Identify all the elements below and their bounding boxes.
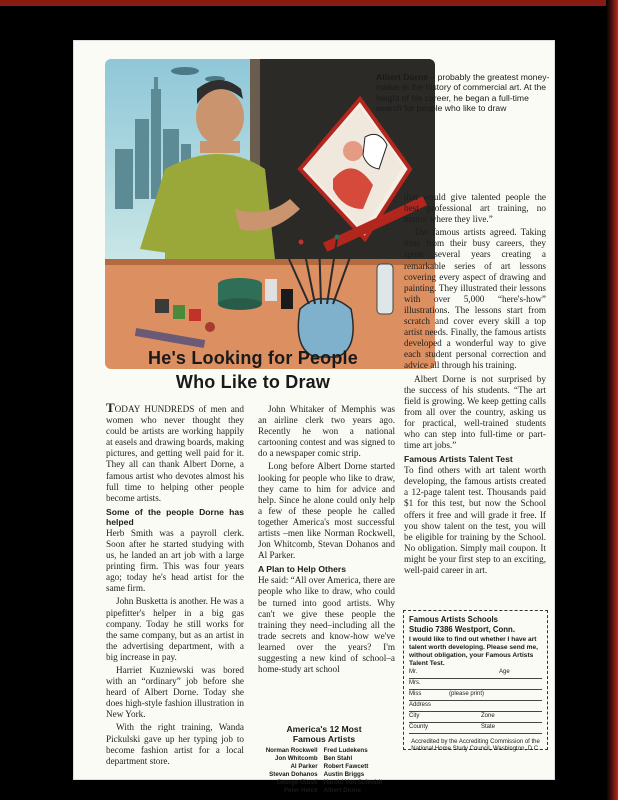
address-field[interactable] (409, 701, 542, 712)
artist-row (263, 779, 386, 787)
paragraph: that would give talented people the best professional art training, no matter where they live.” (404, 192, 546, 225)
state-label: State (481, 724, 496, 730)
mr-label: Mr. (409, 669, 418, 675)
city-label: City (409, 713, 420, 719)
column-2 (258, 404, 395, 677)
subheading: Some of the people Dorne has helped (106, 506, 244, 527)
artist-name: Harold Von Schmidt (323, 779, 383, 786)
artist-row (263, 763, 386, 771)
mail-coupon[interactable] (403, 610, 548, 753)
paragraph-text: ODAY HUNDREDS of men and women who never thought they could be artists are working happily at easels and drawing boards, making pictures, and getting well paid for it. They all can thank Albert Dorne, a famous artist who devotes almost his full time to helping other people become artists. (106, 404, 244, 503)
right-edge (606, 0, 618, 800)
artist-name: Norman Rockwell (265, 747, 318, 754)
artist-name: Albert Dorne (323, 787, 362, 794)
paragraph: He said: “All over America, there are people who like to draw, who could be turned into good artists. Why can't we give these people the training they need–including all the trade secrets and know-how we've learned over the years? I'm suggesting a new kind of school–a home-study art school (258, 575, 395, 675)
county-field[interactable] (409, 723, 542, 734)
paragraph: Albert Dorne is not surprised by the success of his students. “The art field is growing. We keep getting calls from all over the country, asking us for practical, well-trained students who can step into full-time or part-time art jobs.” (404, 373, 546, 451)
paragraph: John Busketta is another. He was a pipefitter's helper in a big gas company. Today he still works for the same company, but as an artist in the advertising department, with a big increase in pay. (106, 596, 244, 662)
artist-name: Peter Helck (283, 787, 318, 794)
age-label: Age (499, 669, 510, 675)
artist-row (263, 771, 386, 779)
headline-line-2: Who Like to Draw (175, 372, 331, 392)
zone-label: Zone (481, 713, 495, 719)
artists-table (263, 747, 386, 795)
subheading: Famous Artists Talent Test (404, 454, 513, 465)
coupon-studio: Studio 7386 Westport, Conn. (409, 624, 515, 634)
name-field-3[interactable] (409, 690, 542, 701)
miss-label: Miss (409, 691, 422, 697)
address-label: Address (409, 702, 432, 708)
caption-text: – probably the greatest money-maker in the history of commercial art. At the height of his career, he began a full-time search for people who like to draw (376, 72, 550, 113)
artist-row (263, 755, 386, 763)
artists-list (248, 724, 400, 795)
artist-name: Al Parker (290, 763, 318, 770)
accreditation: Accredited by the Accrediting Commission of the National Home Study Council, Washington, D.C. (411, 739, 540, 753)
column-1 (106, 402, 244, 769)
artist-name: Jon Whitcomb (275, 755, 318, 762)
artist-name: Fred Ludekens (323, 747, 368, 754)
headline (113, 346, 393, 394)
paragraph: The famous artists agreed. Taking time from their busy careers, they spent several years creating a remarkable series of art lessons covering every aspect of drawing and painting. They illustrated their lessons with over 5,000 “here's-how” illustrations. The lessons start from scratch and cover every skill a top artist needs. Finally, the famous artists developed a wonderful way to give each student personal correction and advice all through his training. (404, 227, 546, 371)
name-field-2[interactable] (409, 679, 542, 690)
artist-name: Robert Fawcett (323, 763, 369, 770)
print-label: (please print) (449, 691, 485, 697)
ad-page (73, 40, 555, 794)
artist-name: Ben Stahl (323, 755, 353, 762)
artists-title-1: America's 12 Most (286, 724, 362, 734)
paragraph: With the right training, Wanda Pickulski gave up her typing job to become fashion artist for a local department store. (106, 722, 244, 766)
artist-name: Austin Briggs (323, 771, 365, 778)
coupon-school: Famous Artists Schools (409, 615, 498, 624)
paragraph: Long before Albert Dorne started looking for people who like to draw, they came to him for advice and help. Since he alone could only help a few of these people he called together America's most successful artists –men like Norman Rockwell, Jon Whitcomb, Stevan Dohanos and Al Parker. (258, 461, 395, 561)
top-edge (0, 0, 618, 6)
artist-name: Stevan Dohanos (269, 771, 318, 778)
paragraph: To find others with art talent worth developing, the famous artists created a 12-page talent test. Thousands paid $1 for this test, but now the School offers it free and will grade it free. If you show talent on the test, you will be eligible for training by the School. No obligation. Simply mail coupon. It might be your first step to an exciting, well-paid career in art. (404, 465, 546, 575)
artists-title-2: Famous Artists (292, 734, 356, 744)
artist-row (263, 747, 386, 755)
artist-name: George Giusti (276, 779, 318, 786)
subheading: A Plan to Help Others (258, 564, 347, 575)
mrs-label: Mrs. (409, 680, 421, 686)
column-3 (404, 192, 546, 578)
paragraph: Harriet Kuzniewski was bored with an “ordinary” job before she heard of Albert Dorne. Today she does high-style fashion illustration in New York. (106, 664, 244, 720)
paragraph (106, 402, 244, 504)
city-field[interactable] (409, 712, 542, 723)
paragraph: John Whitaker of Memphis was an airline clerk two years ago. Recently he won a national cartooning contest and was signed to do a newspaper comic strip. (258, 404, 395, 459)
coupon-body: I would like to find out whether I have art talent worth developing. Please send me, without obligation, your Famous Artists Talent Test. (409, 636, 538, 667)
county-label: County (409, 724, 429, 730)
drop-cap: T (106, 400, 115, 415)
paragraph: Herb Smith was a payroll clerk. Soon after he started studying with us, he landed an art job with a large printing firm. This was four years ago; today he's head artist for the same firm. (106, 527, 244, 594)
name-field[interactable] (409, 668, 542, 679)
caption (376, 72, 551, 113)
artist-row (263, 787, 386, 795)
caption-name: Albert Dorne (376, 72, 429, 82)
headline-line-1: He's Looking for People (148, 348, 358, 368)
